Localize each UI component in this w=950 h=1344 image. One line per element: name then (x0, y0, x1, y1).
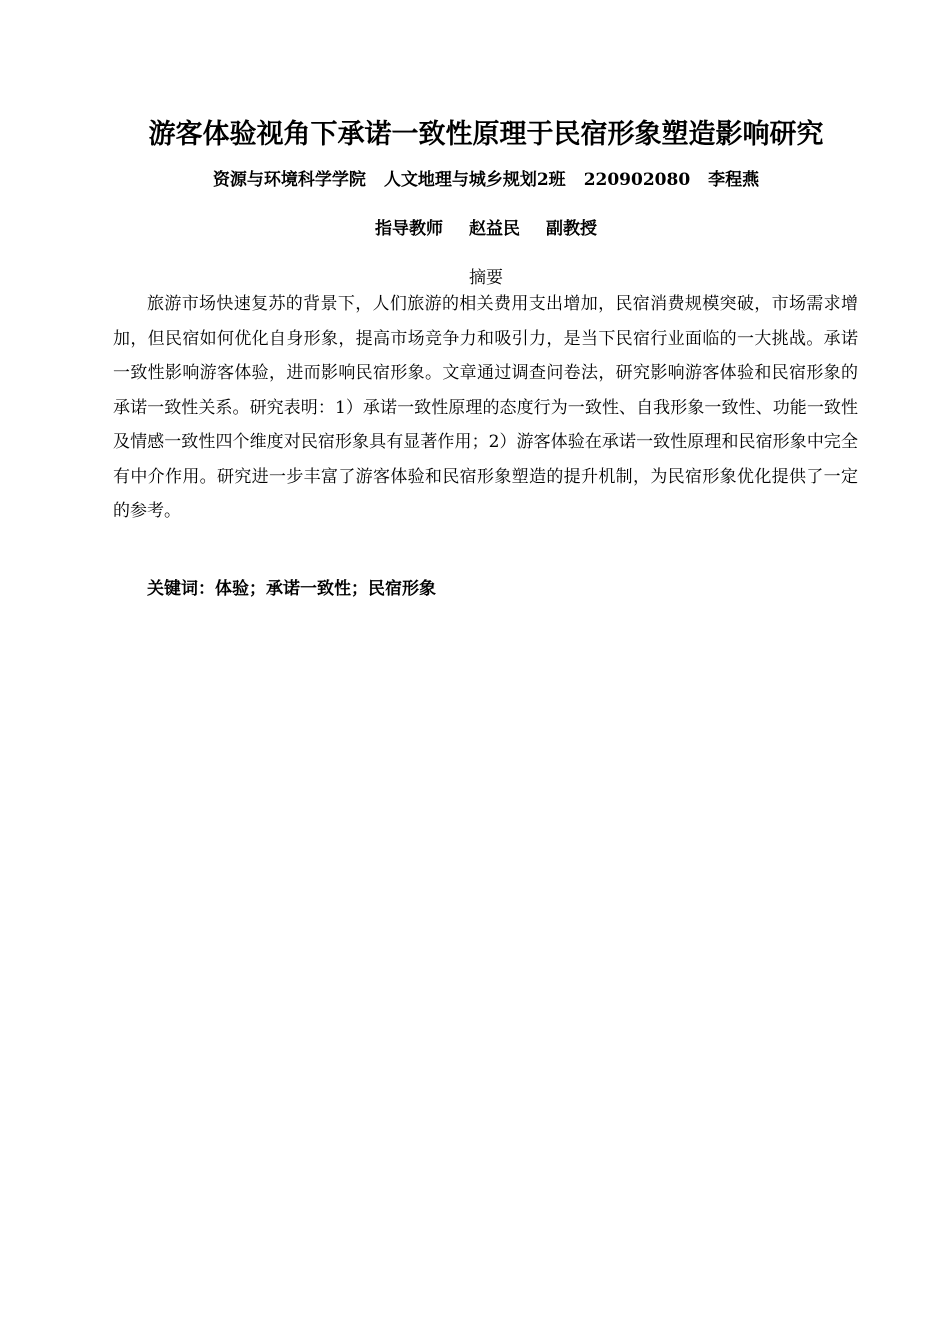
advisor-line (0, 216, 950, 242)
major-class: 人文地理与城乡规划2班 (383, 170, 566, 190)
student-id: 220902080 (583, 170, 691, 190)
keywords-line: 关键词：体验；承诺一致性；民宿形象 (147, 579, 436, 599)
abstract-heading: 摘要 (469, 268, 503, 288)
author-line (0, 167, 950, 193)
abstract-body: 旅游市场快速复苏的背景下，人们旅游的相关费用支出增加，民宿消费规模突破，市场需求增加，但民宿如何优化自身形象，提高市场竞争力和吸引力，是当下民宿行业面临的一大挑战。承诺一致性影响游客体验，进而影响民宿形象。文章通过调查问卷法，研究影响游客体验和民宿形象的承诺一致性关系。研究表明：1）承诺一致性原理的态度行为一致性、自我形象一致性、功能一致性及情感一致性四个维度对民宿形象具有显著作用；2）游客体验在承诺一致性原理和民宿形象中完全有中介作用。研究进一步丰富了游客体验和民宿形象塑造的提升机制，为民宿形象优化提供了一定的参考。 (113, 294, 858, 521)
school-name: 资源与环境科学学院 (212, 170, 366, 190)
advisor-name: 赵益民 (469, 219, 520, 239)
page-title: 游客体验视角下承诺一致性原理于民宿形象塑造影响研究 (148, 119, 824, 151)
student-name: 李程燕 (708, 170, 760, 190)
advisor-rank: 副教授 (546, 219, 597, 239)
advisor-label: 指导教师 (375, 219, 443, 239)
